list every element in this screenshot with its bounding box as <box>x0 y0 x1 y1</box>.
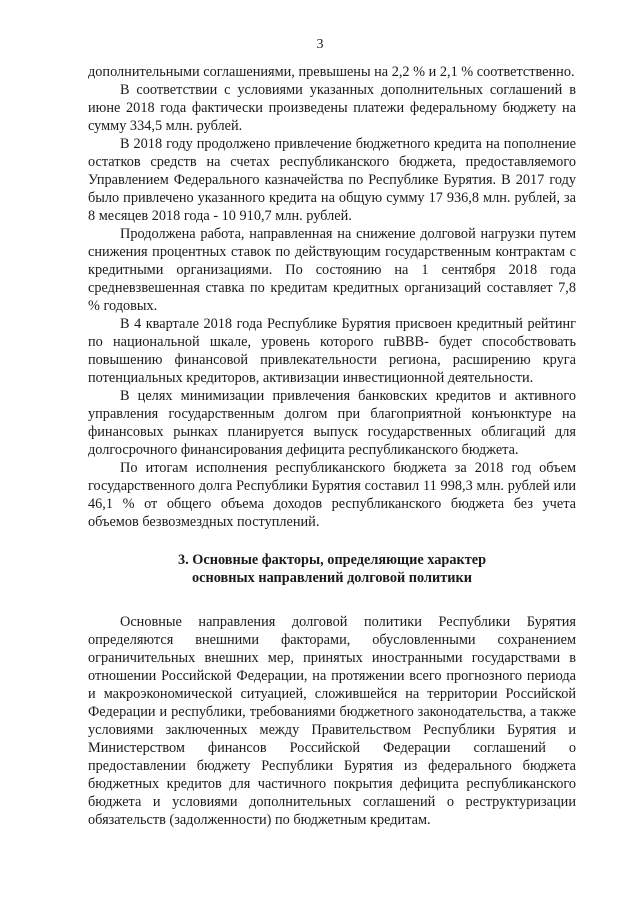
paragraph-payments: В соответствии с условиями указанных дополнительных соглашений в июне 2018 года фактически произведены платежи федеральному бюджету на сумму 334,5 млн. рублей. <box>88 82 576 134</box>
document-body <box>88 63 576 829</box>
paragraph-factors: Основные направления долговой политики Республики Бурятия определяются внешними факторами, обусловленными сохранением ограничительных внешних мер, принятых иностранными государствами в отношении Российской Федерации, на протяжении всего прогнозного периода и макроэкономической ситуацией, сложившейся на территории Российской Федерации и республики, требованиями бюджетного законодательства, а также условиями заключенных между Правительством Республики Бурятия и Министерством финансов Российской Федерации соглашений о предоставлении бюджету Республики Бурятия из федерального бюджета бюджетных кредитов для частичного покрытия дефицита республиканского бюджета и условиями дополнительных соглашений о реструктуризации обязательств (задолженности) по бюджетным кредитам. <box>88 614 576 828</box>
paragraph-credit-rating: В 4 квартале 2018 года Республике Бурятия присвоен кредитный рейтинг по национальной шкале, уровень которого ruBBB- будет способствовать повышению финансовой привлекательности региона, расширению круга потенциальных кредиторов, активизации инвестиционной деятельности. <box>88 316 576 386</box>
paragraph-bonds: В целях минимизации привлечения банковских кредитов и активного управления государственным долгом при благоприятной конъюнктуре на финансовых рынках планируется выпуск государственных облигаций для долгосрочного финансирования дефицита республиканского бюджета. <box>88 388 576 458</box>
paragraph-budget-credit: В 2018 году продолжено привлечение бюджетного кредита на пополнение остатков средств на счетах республиканского бюджета, предоставляемого Управлением Федерального казначейства по Республике Бурятия. В 2017 году было привлечено указанного кредита на общую сумму 17 936,8 млн. рублей, за 8 месяцев 2018 года - 10 910,7 млн. рублей. <box>88 136 576 224</box>
section-heading <box>88 551 576 587</box>
page-number: 3 <box>316 37 324 52</box>
section-heading-line-2: основных направлений долговой политики <box>191 570 472 586</box>
paragraph-debt-total: По итогам исполнения республиканского бюджета за 2018 год объем государственного долга Республики Бурятия составил 11 998,3 млн. рублей или 46,1 % от общего объема доходов республиканского бюджета без учета объемов безвозмездных поступлений. <box>88 460 576 530</box>
paragraph-debt-load: Продолжена работа, направленная на снижение долговой нагрузки путем снижения процентных ставок по действующим государственным контрактам с кредитными организациями. По состоянию на 1 сентября 2018 года средневзвешенная ставка по кредитам кредитных организаций составляет 7,8 % годовых. <box>88 226 576 314</box>
paragraph-continuation: дополнительными соглашениями, превышены на 2,2 % и 2,1 % соответственно. <box>88 64 575 80</box>
section-heading-line-1: 3. Основные факторы, определяющие характер <box>177 552 487 568</box>
